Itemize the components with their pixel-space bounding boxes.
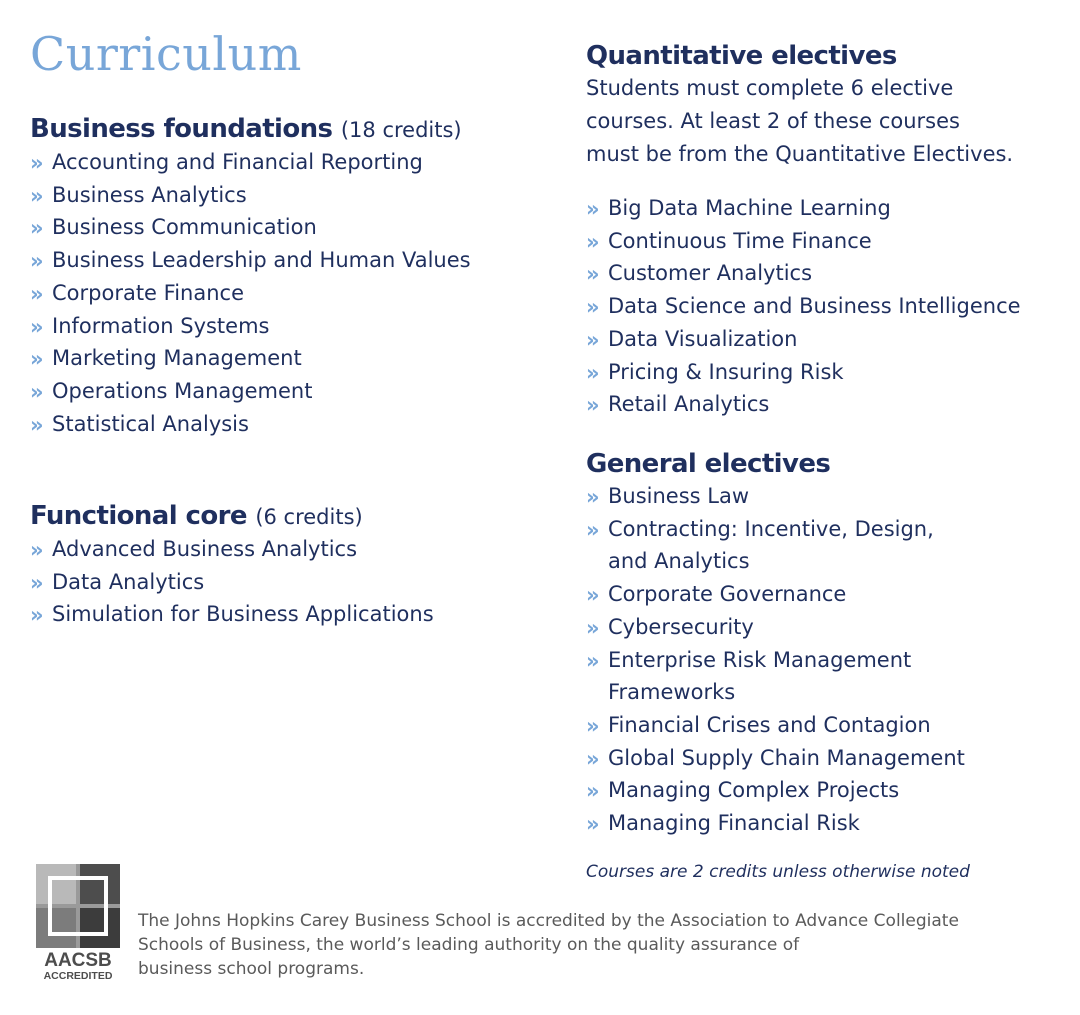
double-chevron-right-icon: »	[586, 583, 597, 608]
course-name: Global Supply Chain Management	[608, 745, 965, 770]
list-item	[586, 257, 1066, 290]
list-item	[586, 323, 1066, 356]
course-name: Enterprise Risk Management	[608, 647, 912, 672]
functional-core-title: Functional core	[30, 501, 247, 531]
list-item	[586, 388, 1066, 421]
intro-line: must be from the Quantitative Electives.	[586, 142, 1014, 166]
double-chevron-right-icon: »	[586, 746, 597, 771]
course-name: Managing Financial Risk	[608, 811, 860, 836]
double-chevron-right-icon: »	[30, 314, 41, 339]
list-item	[586, 290, 1066, 323]
intro-line: courses. At least 2 of these courses	[586, 109, 960, 133]
double-chevron-right-icon: »	[586, 295, 597, 320]
list-item	[30, 146, 550, 179]
course-name: Pricing & Insuring Risk	[608, 359, 844, 384]
double-chevron-right-icon: »	[586, 229, 597, 254]
business-foundations-list	[30, 146, 550, 440]
accreditation-text	[138, 909, 1058, 981]
course-name-continued: and Analytics	[608, 549, 750, 574]
course-name: Information Systems	[52, 313, 270, 338]
logo-text-aacsb: AACSB	[44, 950, 112, 971]
double-chevron-right-icon: »	[30, 603, 41, 628]
double-chevron-right-icon: »	[30, 412, 41, 437]
list-item	[586, 774, 1066, 807]
list-item	[30, 310, 550, 343]
course-name: Operations Management	[52, 378, 313, 403]
list-item	[30, 179, 550, 212]
business-foundations-section	[30, 113, 550, 440]
course-name: Simulation for Business Applications	[52, 602, 434, 627]
functional-core-credits: (6 credits)	[255, 505, 363, 529]
logo-square	[80, 908, 120, 948]
double-chevron-right-icon: »	[30, 216, 41, 241]
list-item	[30, 566, 550, 599]
course-name: Advanced Business Analytics	[52, 537, 358, 561]
list-item	[30, 598, 550, 631]
list-item	[586, 480, 1066, 513]
quantitative-electives-heading: Quantitative electives	[586, 41, 897, 71]
course-name: Business Analytics	[52, 182, 247, 207]
list-item	[586, 742, 1066, 775]
list-item	[30, 375, 550, 408]
list-item	[586, 709, 1066, 742]
course-name: Customer Analytics	[608, 261, 813, 286]
course-name: Corporate Finance	[52, 280, 244, 305]
business-foundations-credits: (18 credits)	[340, 118, 462, 142]
functional-core-heading	[30, 500, 550, 533]
double-chevron-right-icon: »	[586, 393, 597, 418]
logo-text-accredited: ACCREDITED	[43, 970, 113, 982]
double-chevron-right-icon: »	[30, 379, 41, 404]
list-item	[586, 513, 1066, 578]
course-name: Data Science and Business Intelligence	[608, 294, 1021, 319]
functional-core-section	[30, 500, 550, 631]
double-chevron-right-icon: »	[586, 648, 597, 673]
double-chevron-right-icon: »	[586, 360, 597, 385]
course-name: Data Analytics	[52, 569, 205, 594]
double-chevron-right-icon: »	[586, 262, 597, 287]
quantitative-electives-intro	[586, 72, 1066, 171]
double-chevron-right-icon: »	[586, 327, 597, 352]
double-chevron-right-icon: »	[586, 779, 597, 804]
functional-core-list	[30, 533, 550, 631]
double-chevron-right-icon: »	[30, 183, 41, 208]
list-item	[586, 356, 1066, 389]
aacsb-logo	[36, 864, 120, 982]
logo-square	[36, 908, 76, 948]
course-name: Business Leadership and Human Values	[52, 248, 471, 273]
accreditation-line: The Johns Hopkins Carey Business School is accredited by the Association to Advance Collegiate	[138, 911, 959, 931]
course-name: Big Data Machine Learning	[608, 196, 891, 220]
double-chevron-right-icon: »	[30, 538, 41, 562]
page-title: Curriculum	[30, 27, 302, 81]
double-chevron-right-icon: »	[586, 197, 597, 221]
course-name: Business Communication	[52, 215, 317, 240]
list-item	[586, 225, 1066, 258]
list-item	[30, 244, 550, 277]
course-name: Accounting and Financial Reporting	[52, 150, 423, 174]
logo-square	[36, 864, 76, 904]
course-name: Managing Complex Projects	[608, 778, 900, 803]
course-name: Continuous Time Finance	[608, 228, 872, 253]
list-item	[30, 533, 550, 566]
double-chevron-right-icon: »	[586, 615, 597, 640]
double-chevron-right-icon: »	[30, 249, 41, 274]
double-chevron-right-icon: »	[30, 570, 41, 595]
list-item	[30, 342, 550, 375]
business-foundations-title: Business foundations	[30, 114, 333, 144]
credits-note: Courses are 2 credits unless otherwise noted	[586, 862, 970, 882]
double-chevron-right-icon: »	[30, 281, 41, 306]
list-item	[30, 408, 550, 441]
double-chevron-right-icon: »	[586, 713, 597, 738]
general-electives-heading: General electives	[586, 449, 831, 479]
course-name-continued: Frameworks	[608, 680, 736, 705]
double-chevron-right-icon: »	[586, 485, 597, 509]
course-name: Statistical Analysis	[52, 411, 249, 436]
quantitative-electives-list	[586, 192, 1066, 421]
list-item	[586, 807, 1066, 840]
accreditation-line: business school programs.	[138, 959, 365, 979]
general-electives-list	[586, 480, 1066, 840]
list-item	[586, 578, 1066, 611]
course-name: Data Visualization	[608, 326, 798, 351]
intro-line: Students must complete 6 elective	[586, 76, 954, 100]
double-chevron-right-icon: »	[586, 517, 597, 542]
course-name: Business Law	[608, 484, 750, 508]
logo-square	[80, 864, 120, 904]
course-name: Financial Crises and Contagion	[608, 712, 931, 737]
list-item	[586, 644, 1066, 709]
list-item	[30, 211, 550, 244]
accreditation-line: Schools of Business, the world’s leading authority on the quality assurance of	[138, 935, 800, 955]
double-chevron-right-icon: »	[586, 812, 597, 837]
course-name: Contracting: Incentive, Design,	[608, 516, 934, 541]
course-name: Cybersecurity	[608, 614, 754, 639]
double-chevron-right-icon: »	[30, 151, 41, 175]
list-item	[30, 277, 550, 310]
general-electives-section	[586, 448, 1066, 840]
list-item	[586, 192, 1066, 225]
course-name: Marketing Management	[52, 346, 302, 371]
quantitative-electives-section	[586, 40, 1066, 421]
double-chevron-right-icon: »	[30, 347, 41, 372]
business-foundations-heading	[30, 113, 550, 146]
list-item	[586, 611, 1066, 644]
course-name: Corporate Governance	[608, 582, 847, 607]
course-name: Retail Analytics	[608, 392, 770, 417]
